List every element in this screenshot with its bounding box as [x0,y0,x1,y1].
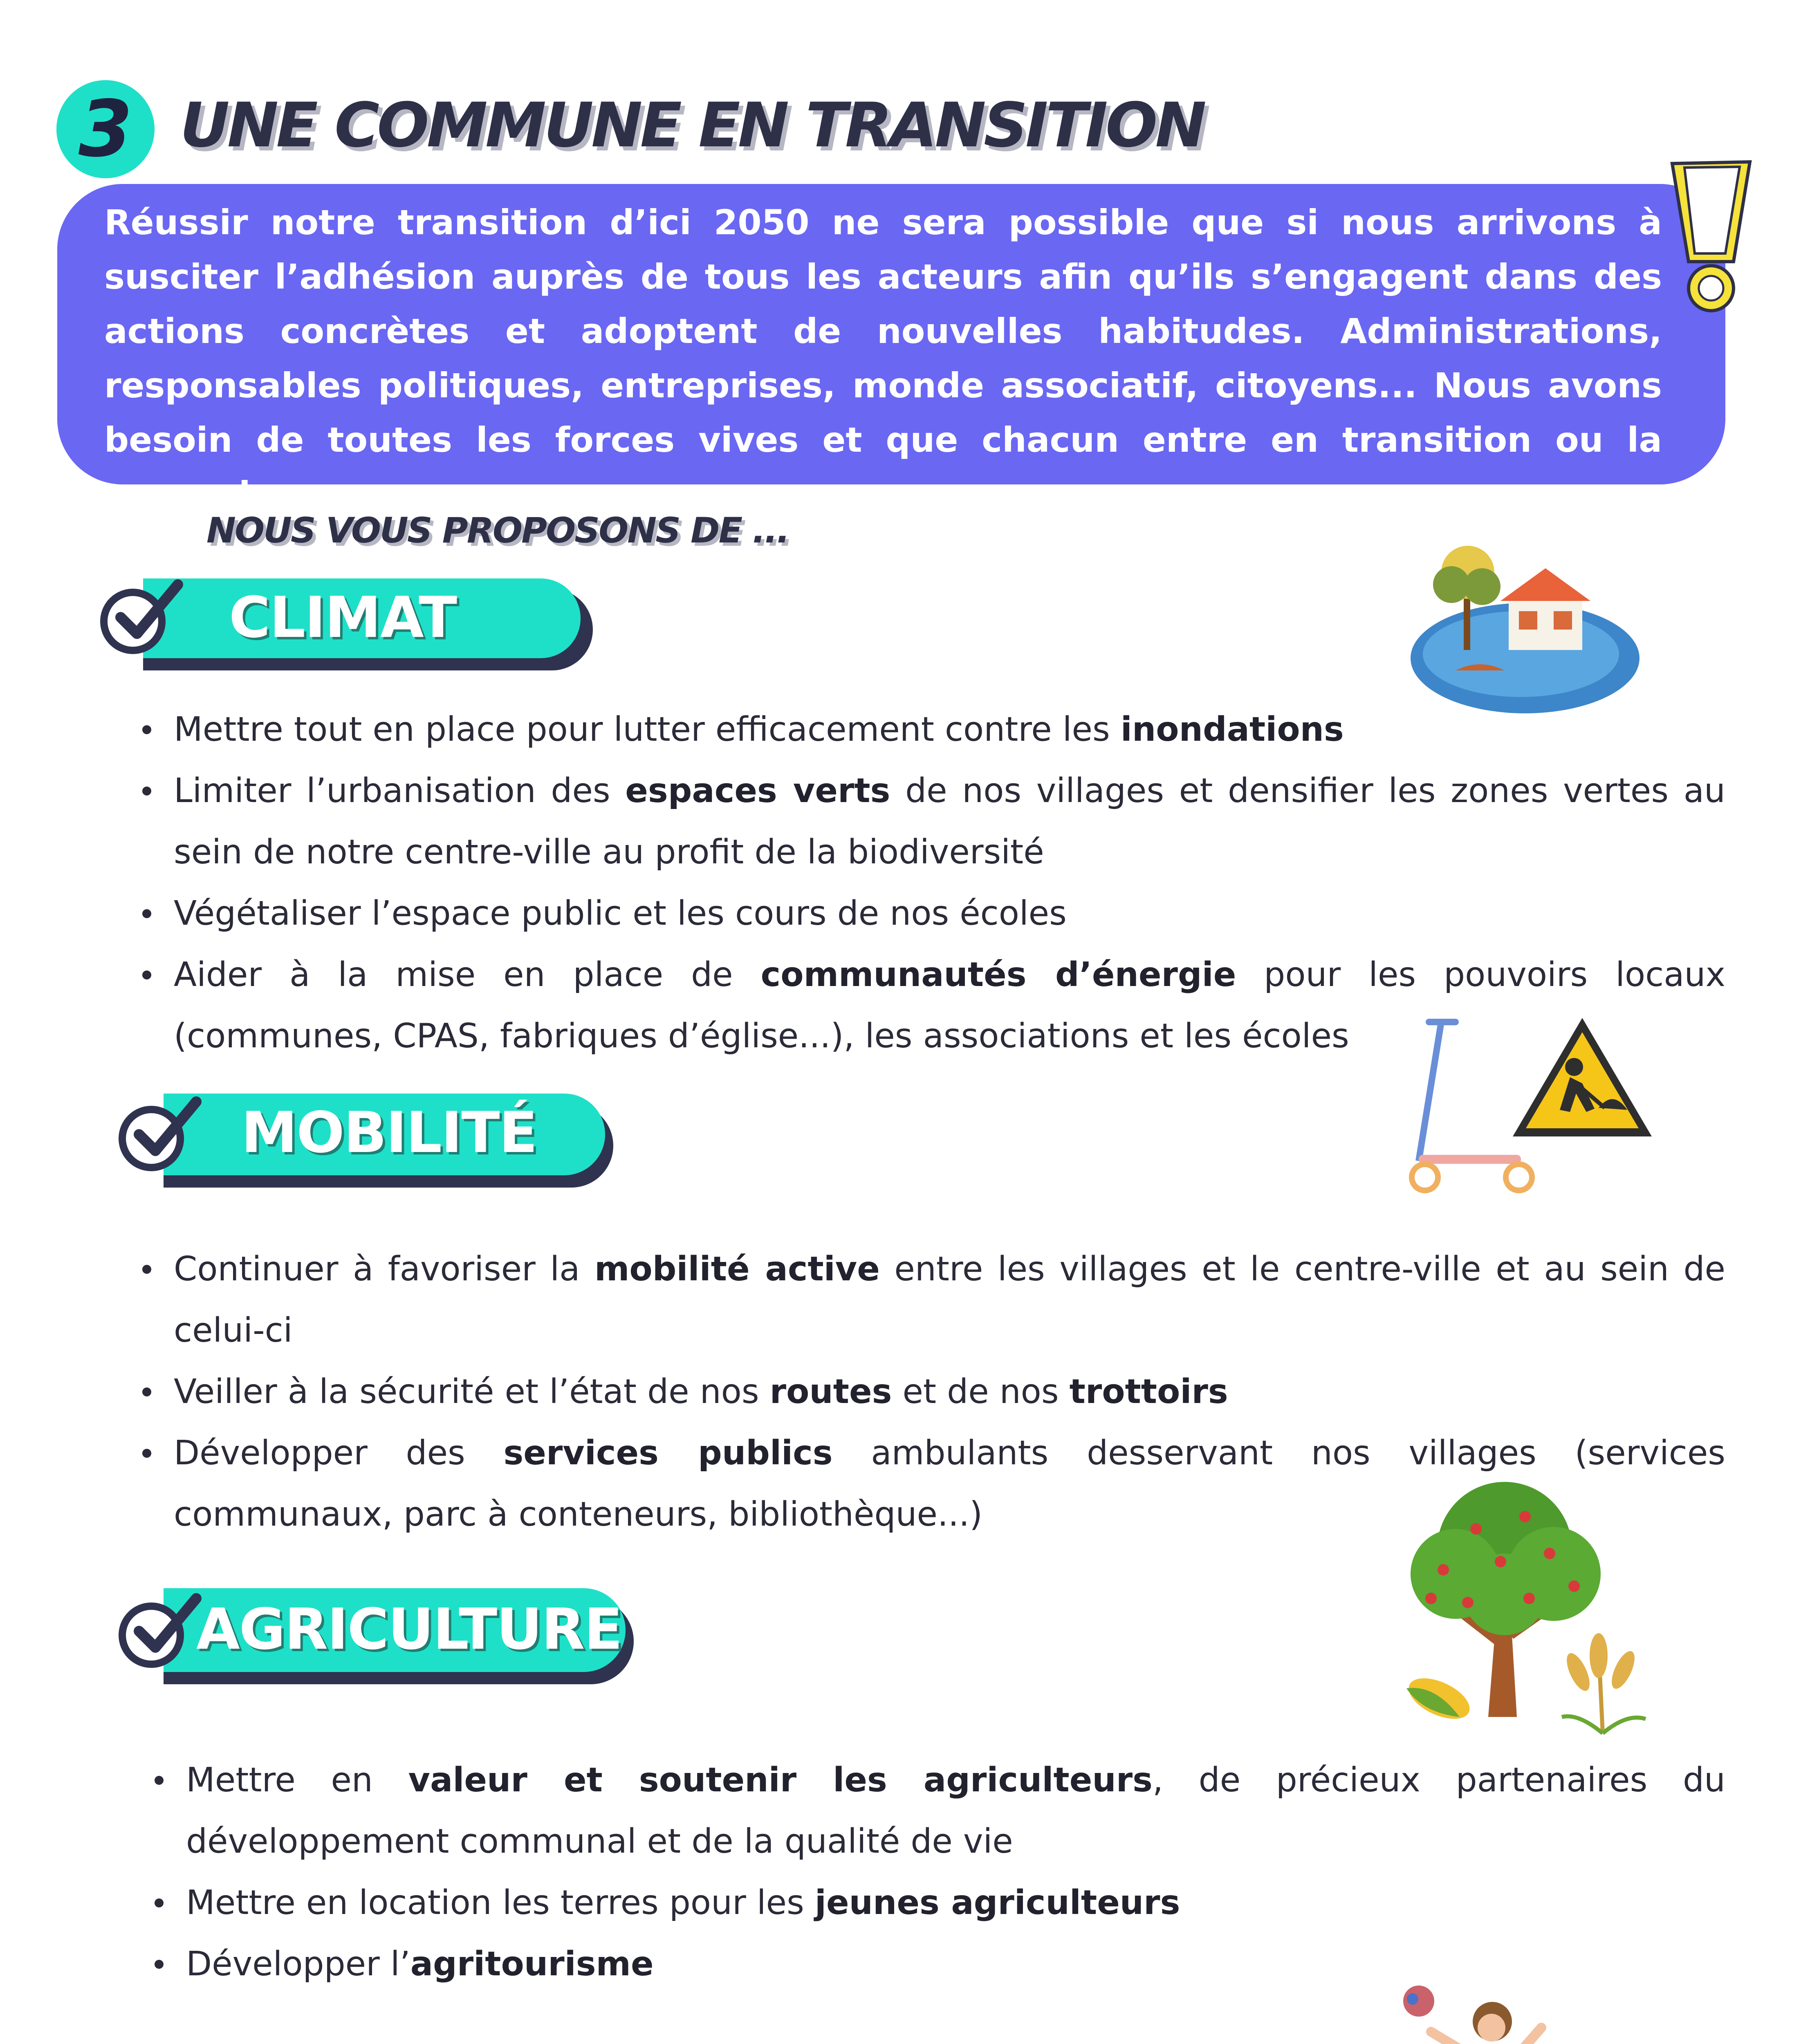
corn-icon [1398,1668,1480,1729]
list-item: Continuer à favoriser la mobilité active entre les villages et le centre-ville et au sein de celui-ci [139,1239,1725,1361]
list-item: Mettre tout en place pour lutter efficacement contre les inondations [139,699,1725,760]
agriculture-list [151,1750,1725,1995]
list-item: Végétaliser l’espace public et les cours de nos écoles [139,883,1725,944]
agriculture-title: AGRICULTURE [196,1596,622,1662]
check-icon [102,576,184,646]
exclamation-icon [1668,159,1754,315]
mobilite-title: MOBILITÉ [241,1100,537,1165]
roadwork-sign-icon [1509,1014,1656,1145]
list-item: Mettre en location les terres pour les jeunes agriculteurs [151,1872,1725,1934]
climat-title: CLIMAT [229,585,457,650]
woman-playing-icon [1361,1983,1590,2044]
list-item: Développer des services publics ambulants desservant nos villages (services communaux, parc à conteneurs, bibliothèque...) [139,1423,1725,1545]
section-number: 3 [78,84,133,174]
intro-text: Réussir notre transition d’ici 2050 ne sera possible que si nous arrivons à susciter l’adhésion auprès de tous les acteurs afin qu’ils s’engagent dans des actions concrètes et adoptent de nouvelles habitudes. Administrations, responsables politiques, entreprises, monde associatif, citoyens... Nous avons besoin de toutes les forces vives et que chacun entre en transition ou la poursuive. [104,202,1662,514]
check-icon [121,1590,202,1660]
list-item: Mettre en valeur et soutenir les agriculteurs, de précieux partenaires du développement communal et de la qualité de vie [151,1750,1725,1872]
list-item: Développer l’agritourisme [151,1934,1725,1995]
wheat-icon [1554,1631,1652,1737]
flood-house-icon [1402,536,1640,715]
proposals-heading: NOUS VOUS PROPOSONS DE ... [206,510,789,551]
list-item: Aider à la mise en place de communautés d’énergie pour les pouvoirs locaux (communes, CPAS, fabriques d’église...), les associations et les écoles [139,944,1725,1067]
check-icon [121,1094,202,1163]
page-title: UNE COMMUNE EN TRANSITION [180,90,1204,161]
list-item: Veiller à la sécurité et l’état de nos routes et de nos trottoirs [139,1361,1725,1423]
list-item: Limiter l’urbanisation des espaces verts de nos villages et densifier les zones vertes au sein de notre centre-ville au profit de la biodiversité [139,760,1725,883]
